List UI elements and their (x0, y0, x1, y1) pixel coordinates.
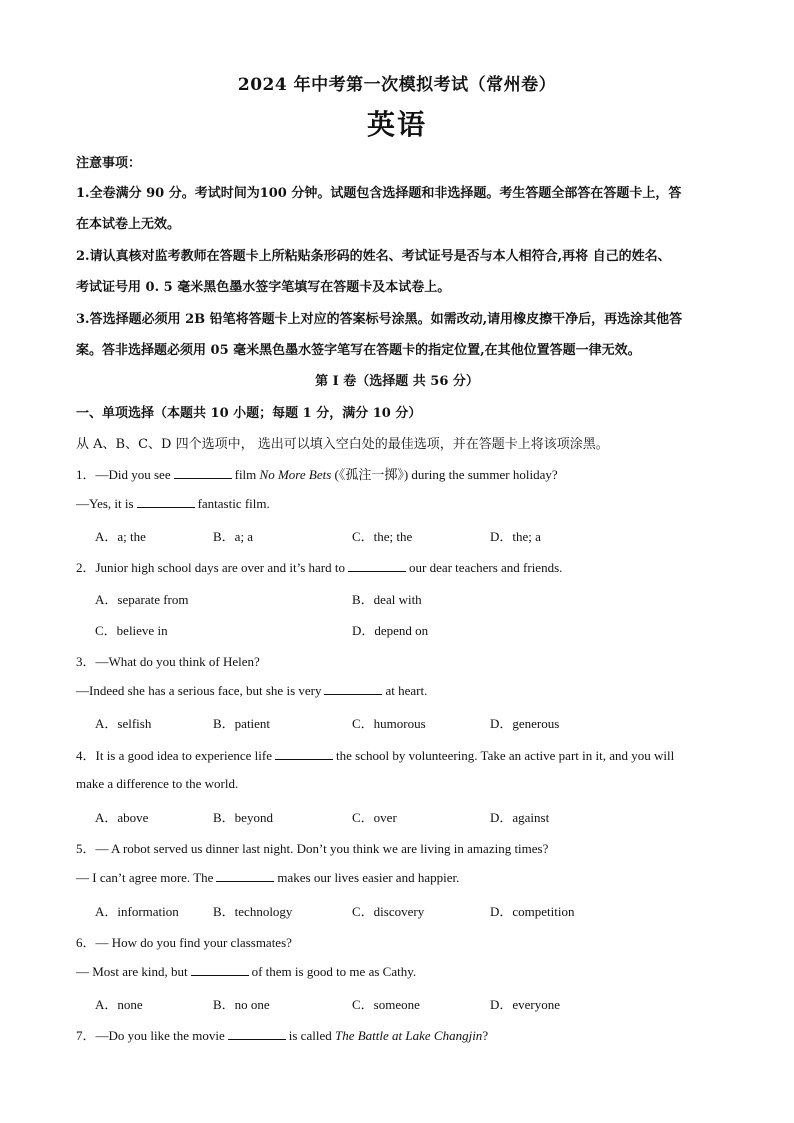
q6-option-b: B．no one (213, 997, 270, 1012)
question-6-line-1: 6．— How do you find your classmates? (76, 935, 292, 950)
q4-option-c: C．over (352, 810, 397, 825)
subject-title: 英语 (366, 108, 427, 141)
q1-option-b: B．a; a (213, 529, 254, 544)
exam-title: 2024 年中考第一次模拟考试（常州卷） (237, 75, 557, 95)
question-3-line-1: 3．—What do you think of Helen? (76, 654, 260, 669)
q2-option-c: C．believe in (95, 623, 168, 638)
question-3-line-2: —Indeed she has a serious face, but she is very at heart. (76, 683, 428, 698)
notice-item-2-line-2: 考试证号用 0. 5 毫米黑色墨水签字笔填写在答题卡及本试卷上。 (76, 280, 451, 295)
answer-blank (174, 466, 232, 479)
question-5-line-1: 5．— A robot served us dinner last night. Don’t you think we are living in amazing times? (76, 841, 549, 856)
q5-option-d: D．competition (490, 904, 575, 919)
notice-item-3-line-1: 3.答选择题必须用 2B 铅笔将答题卡上对应的答案标号涂黑。如需改动,请用橡皮擦干净后，再选涂其他答 (76, 312, 683, 327)
q3-option-b: B．patient (213, 716, 271, 731)
q2-option-a: A．separate from (95, 592, 189, 607)
q3-option-d: D．generous (490, 716, 560, 731)
q5-option-c: C．discovery (352, 904, 425, 919)
q2-option-b: B．deal with (352, 592, 422, 607)
q3-option-a: A．selfish (95, 716, 152, 731)
notice-item-3-line-2: 案。答非选择题必须用 05 毫米黑色墨水签字笔写在答题卡的指定位置,在其他位置答题一律无效。 (76, 343, 641, 358)
q2-option-d: D．depend on (352, 623, 429, 638)
question-5-line-2: — I can’t agree more. The makes our lives easier and happier. (76, 870, 460, 885)
question-4-line-1: 4．It is a good idea to experience life the school by volunteering. Take an active part in it, and you will (76, 748, 675, 763)
question-6-line-2: — Most are kind, but of them is good to me as Cathy. (76, 964, 417, 979)
q3-option-c: C．humorous (352, 716, 426, 731)
q6-option-c: C．someone (352, 997, 420, 1012)
part-heading: 一、单项选择（本题共 10 小题；每题 1 分，满分 10 分） (76, 406, 422, 421)
q1-option-a: A．a; the (95, 529, 146, 544)
q1-option-c: C．the; the (352, 529, 413, 544)
q6-option-a: A．none (95, 997, 143, 1012)
q5-option-a: A．information (95, 904, 179, 919)
q4-option-b: B．beyond (213, 810, 273, 825)
q6-option-d: D．everyone (490, 997, 561, 1012)
answer-blank (191, 963, 249, 976)
q5-option-b: B．technology (213, 904, 293, 919)
answer-blank (275, 747, 333, 760)
notice-item-2-line-1: 2.请认真核对监考教师在答题卡上所粘贴条形码的姓名、考试证号是否与本人相符合,再将 自己的姓名、 (76, 249, 671, 264)
answer-blank (348, 559, 406, 572)
question-1-line-1: 1．—Did you see film No More Bets (《孤注一掷》) during the summer holiday? (76, 467, 558, 482)
question-7: 7．—Do you like the movie is called The Battle at Lake Changjin? (76, 1028, 489, 1043)
q1-option-d: D．the; a (490, 529, 541, 544)
notice-item-1-line-2: 在本试卷上无效。 (76, 217, 181, 232)
q4-option-d: D．against (490, 810, 550, 825)
question-2: 2．Junior high school days are over and it’s hard to our dear teachers and friends. (76, 560, 563, 575)
answer-blank (228, 1027, 286, 1040)
volume-heading: 第 I 卷（选择题 共 56 分） (315, 374, 479, 389)
q4-option-a: A．above (95, 810, 149, 825)
answer-blank (137, 495, 195, 508)
part-instruction: 从 A、B、C、D 四个选项中， 选出可以填入空白处的最佳选项，并在答题卡上将该项涂黑。 (76, 437, 609, 452)
question-1-line-2: —Yes, it is fantastic film. (76, 496, 270, 511)
notice-heading: 注意事项： (76, 156, 142, 171)
answer-blank (216, 869, 274, 882)
question-4-line-2: make a difference to the world. (76, 776, 239, 791)
notice-item-1-line-1: 1.全卷满分 90 分。考试时间为100 分钟。试题包含选择题和非选择题。考生答题全部答在答题卡上，答 (76, 186, 682, 201)
answer-blank (324, 682, 382, 695)
